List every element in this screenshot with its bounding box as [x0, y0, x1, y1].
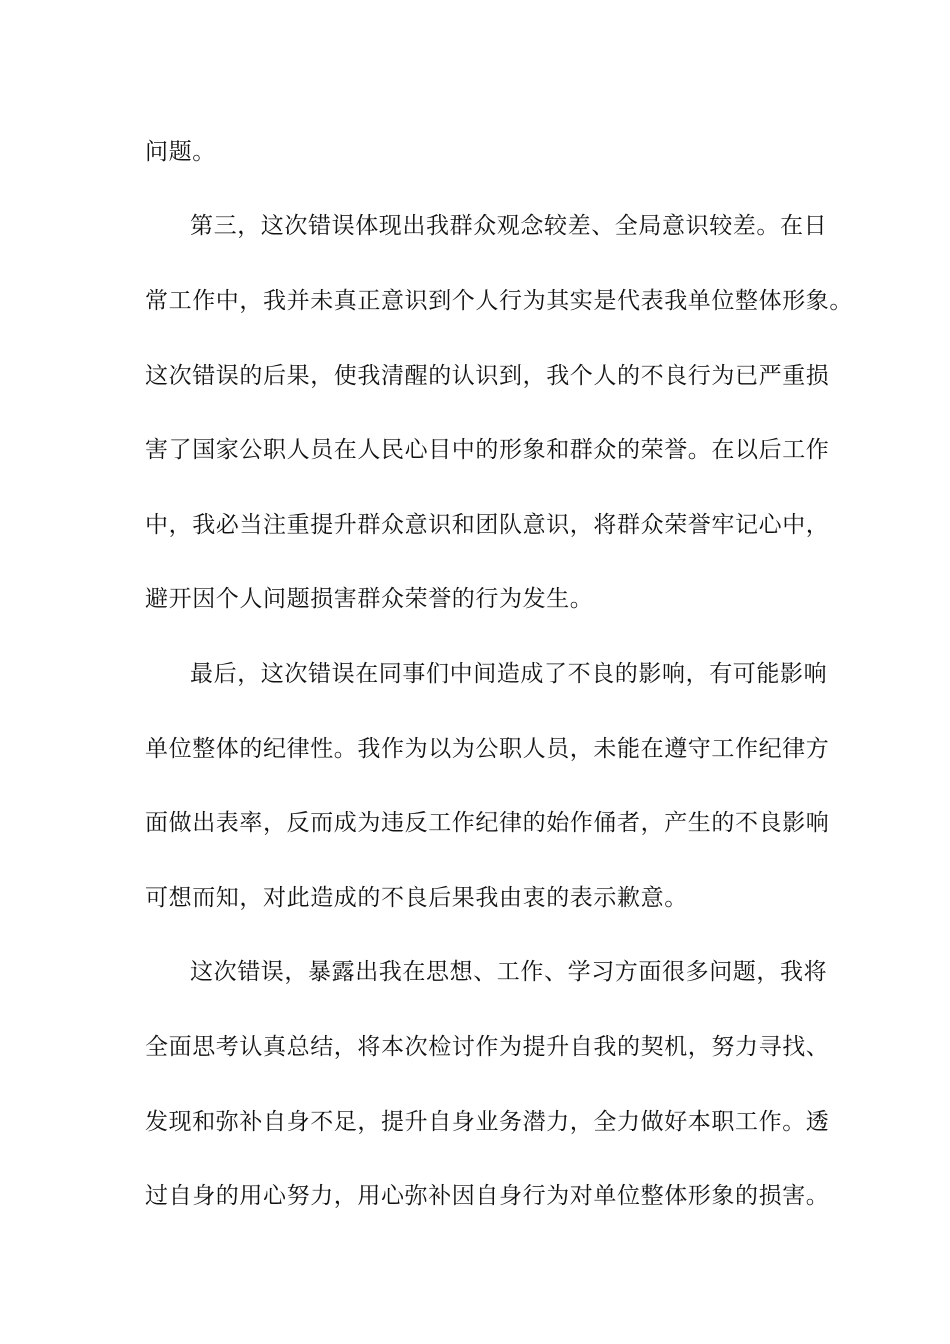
- text-line: 害了国家公职人员在人民心目中的形象和群众的荣誉。在以后工作: [145, 437, 830, 463]
- text-line: 问题。: [145, 139, 216, 165]
- paragraph-start-line: 这次错误，暴露出我在思想、工作、学习方面很多问题，我将: [190, 959, 828, 985]
- text-line: 避开因个人问题损害群众荣誉的行为发生。: [145, 586, 594, 612]
- text-line: 单位整体的纪律性。我作为以为公职人员，未能在遵守工作纪律方: [145, 736, 830, 762]
- text-line: 这次错误的后果，使我清醒的认识到，我个人的不良行为已严重损: [145, 363, 830, 389]
- text-line: 中，我必当注重提升群众意识和团队意识，将群众荣誉牢记心中，: [145, 512, 830, 538]
- text-line: 常工作中，我并未真正意识到个人行为其实是代表我单位整体形象。: [145, 288, 853, 314]
- text-line: 全面思考认真总结，将本次检讨作为提升自我的契机，努力寻找、: [145, 1034, 830, 1060]
- text-line: 可想而知，对此造成的不良后果我由衷的表示歉意。: [145, 885, 688, 911]
- text-line: 发现和弥补自身不足，提升自身业务潜力，全力做好本职工作。透: [145, 1109, 830, 1135]
- paragraph-start-line: 第三，这次错误体现出我群众观念较差、全局意识较差。在日: [190, 213, 828, 239]
- text-line: 过自身的用心努力，用心弥补因自身行为对单位整体形象的损害。: [145, 1183, 830, 1209]
- paragraph-start-line: 最后，这次错误在同事们中间造成了不良的影响，有可能影响: [190, 661, 828, 687]
- text-line: 面做出表率，反而成为违反工作纪律的始作俑者，产生的不良影响: [145, 810, 830, 836]
